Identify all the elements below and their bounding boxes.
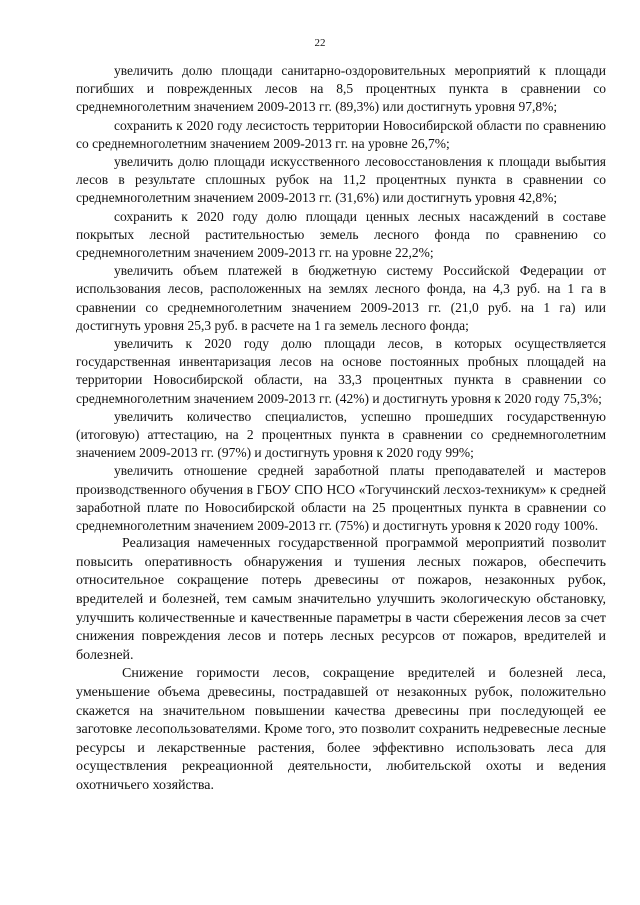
target-paragraph: сохранить к 2020 году долю площади ценных лесных насаждений в составе покрытых лесной растительностью земель лесного фонда по сравнению со среднемноголетним значением 2009-2013 гг. на уровне 22,2%; <box>76 208 606 261</box>
target-paragraph: увеличить долю площади искусственного лесовосстановления к площади выбытия лесов в результате сплошных рубок на 11,2 процентных пункта в сравнении со среднемноголетним значением 2009-2013 гг. (31,6%) или достигнуть уровня 42,8%; <box>76 154 606 206</box>
target-paragraph: увеличить отношение средней заработной платы преподавателей и мастеров производственного обучения в ГБОУ СПО НСО «Тогучинский лесхоз-техникум» к средней заработной плате по Новосибирской области на 25 процентных пункта в сравнении со среднемноголетним значением 2009-2013 гг. (75%) и достигнуть уровня к 2020 году 100%. <box>76 463 606 534</box>
target-paragraph: увеличить долю площади санитарно-оздоровительных мероприятий к площади погибших и поврежденных лесов на 8,5 процентных пункта в сравнении со среднемноголетним значением 2009-2013 гг. (89,3%) или достигнуть уровня 97,8%; <box>76 63 606 115</box>
page-number: 22 <box>314 37 326 49</box>
document-body <box>76 62 606 796</box>
summary-paragraph: Снижение горимости лесов, сокращение вредителей и болезней леса, уменьшение объема древесины, пострадавшей от незаконных рубок, положительно скажется на значительном повышении качества древесины при последующей ее заготовке лесопользователями. Кроме того, это позволит сохранить недревесные лесные ресурсы и лекарственные растения, более эффективно использовать леса для осуществления рекреационной деятельности, любительской охоты и ведения охотничьего хозяйства. <box>76 666 606 793</box>
summary-paragraph: Реализация намеченных государственной программой мероприятий позволит повысить оперативность обнаружения и тушения лесных пожаров, обеспечить относительное сокращение потерь древесины от пожаров, незаконных рубок, вредителей и болезней, тем самым значительно улучшить экологическую обстановку, улучшить количественные и качественные параметры в части сбережения лесов за счет снижения повреждения лесов и потерь лесных ресурсов от пожаров, вредителей и болезней. <box>76 536 606 663</box>
target-paragraph: увеличить к 2020 году долю площади лесов, в которых осуществляется государственная инвентаризация лесов на основе постоянных пробных площадей на территории Новосибирской области, на 33,3 процентных пункта в сравнении со среднемноголетним значением 2009-2013 гг. (42%) и достигнуть уровня к 2020 году 75,3%; <box>76 336 606 406</box>
target-paragraph: увеличить объем платежей в бюджетную систему Российской Федерации от использования лесов, расположенных на землях лесного фонда, на 4,3 руб. на 1 га в сравнении со среднемноголетним значением 2009-2013 гг. (21,0 руб. на 1 га) или достигнуть уровня 25,3 руб. в расчете на 1 га земель лесного фонда; <box>76 263 606 333</box>
target-paragraph: увеличить количество специалистов, успешно прошедших государственную (итоговую) аттестацию, на 2 процентных пункта в сравнении со среднемноголетним значением 2009-2013 гг. (97%) и достигнуть уровня к 2020 году 99%; <box>76 408 606 461</box>
target-paragraph: сохранить к 2020 году лесистость территории Новосибирской области по сравнению со среднемноголетним значением 2009-2013 гг. на уровне 26,7%; <box>76 117 606 151</box>
